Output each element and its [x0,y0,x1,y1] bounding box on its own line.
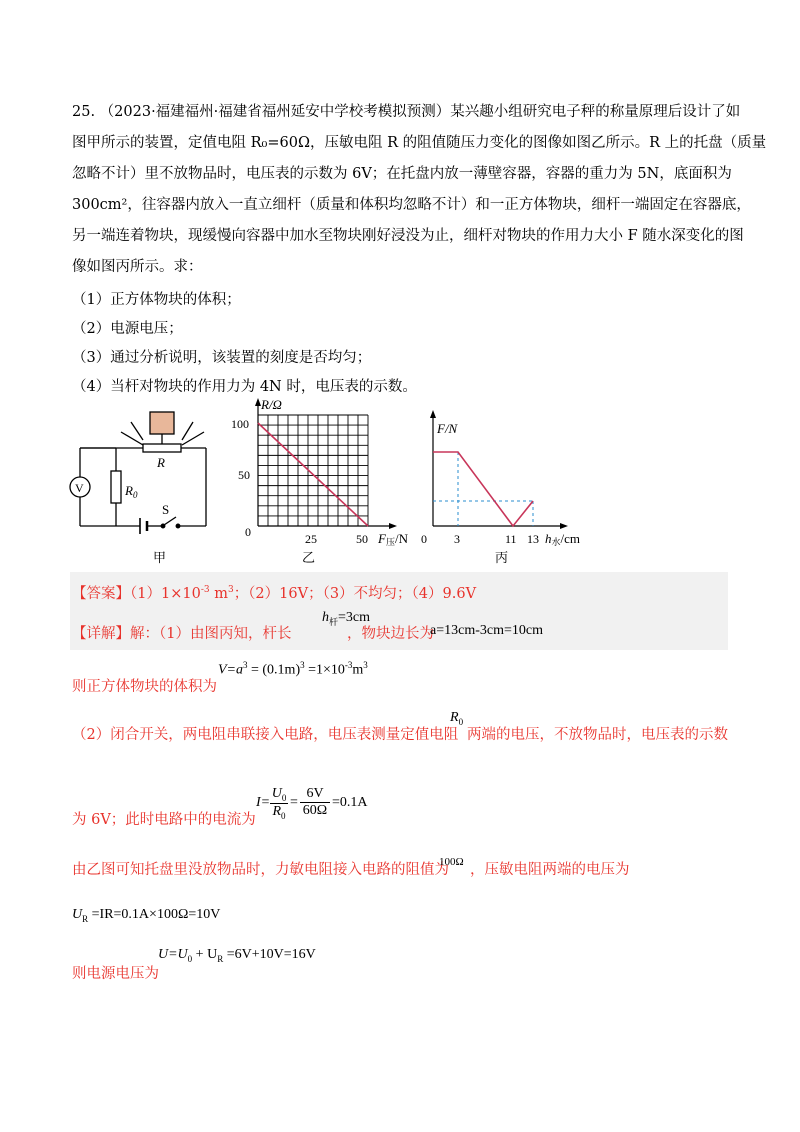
u-b: + U [192,947,218,962]
resistor-R0-label: $R_0$ [125,483,138,500]
answer-rest: ；（2）16V；（3）不均匀；（4）9.6V [233,586,477,602]
figure-bing-caption: 丙 [495,550,509,565]
resistor-R-label: R [157,455,165,470]
h-rod-sub: 杆 [329,617,339,628]
voltmeter-label: V [75,481,84,495]
answer-sup2: 3 [227,585,234,596]
u-a: U=U [158,947,188,962]
vf-tail: m [352,662,364,678]
cf-frac2 [300,786,330,819]
cf-den2: 60Ω [300,802,330,819]
vf-end: =1×10 [304,662,345,678]
bing-line [433,452,533,526]
ur-a: U [72,907,83,922]
cf-result: =0.1A [332,795,368,810]
detail-line-3b: 两端的电压，不放物品时，电压表的示数 [467,727,728,743]
sub-question-4: （4）当杆对物块的作用力为 4N 时，电压表的示数。 [72,379,417,395]
yi-y-tick-0: 0 [245,525,251,539]
vf-sup3: -3 [344,660,353,670]
bing-x-tick-0: 0 [421,532,427,546]
u-c: =6V+10V=16V [223,947,316,962]
graph-yi [255,398,397,529]
figures [0,395,800,575]
answer-unit: m [209,586,228,602]
question-line-4: 300cm²，往容器内放入一直立细杆（质量和体积均忽略不计）和一正方体物块，细杆一端固定在容器底， [72,197,751,213]
vf-a: V=a [218,662,243,678]
answer-sup: -3 [200,585,210,596]
detail-line-2: 则正方体物块的体积为 [72,679,217,695]
yi-x-tick-50: 50 [356,532,368,546]
detail-line-5b: ，压敏电阻两端的电压为 [470,862,630,878]
sub-question-3: （3）通过分析说明，该装置的刻度是否均匀； [72,350,372,366]
answer-line [72,582,476,603]
detail-text-1b: ，物块边长为 [347,626,434,642]
h-rod-value: =3cm [338,610,371,625]
u-sub2: R [217,953,224,964]
cf-num-sub: 0 [281,792,287,803]
h-rod-symbol: h [322,610,329,625]
detail-tag: 【详解】 [72,626,130,642]
current-formula [256,786,426,826]
vf-sup1: 3 [243,660,248,670]
bing-x-label: h水/cm [545,531,581,548]
question-line-3: 忽略不计）里不放物品时，电压表的示数为 6V；在托盘内放一薄壁容器，容器的重力为 5N，底面积为 [72,166,732,182]
ur-b: =IR=0.1A×100Ω=10V [88,907,221,922]
cf-num2: 6V [306,786,324,801]
detail-line-1 [72,622,291,643]
detail-line-7: 则电源电压为 [72,966,159,982]
detail-line-5a: 由乙图可知托盘里没放物品时，力敏电阻接入电路的阻值为 [72,862,449,878]
yi-y-label: R/Ω [261,397,282,412]
yi-y-tick-100: 100 [231,417,249,431]
r-100-value: 100Ω [439,856,464,868]
vf-mid: = (0.1m) [247,662,301,678]
sub-question-1: （1）正方体物块的体积； [72,292,241,308]
cf-den-sub: 0 [281,810,286,821]
bing-y-label: F/N [437,421,458,436]
ur-formula [72,907,220,924]
yi-y-tick-50: 50 [238,468,250,482]
figure-yi-caption: 乙 [302,550,316,565]
r0-symbol [450,710,463,727]
cf-num: U [271,786,282,801]
vf-sup4: 3 [363,660,368,670]
cf-frac1 [270,786,288,821]
yi-x-label: F压/N [378,531,408,548]
question-line-2: 图甲所示的装置，定值电阻 R₀=60Ω，压敏电阻 R 的阻值随压力变化的图像如图乙所示。R 上的托盘（质量 [72,135,767,151]
bing-x-tick-13: 13 [527,532,539,546]
question-line-6: 像如图丙所示。求： [72,259,203,275]
r0-sub: 0 [458,716,464,727]
circuit-diagram [70,412,206,534]
answer-tag: 【答案】 [72,586,130,602]
yi-line [258,423,368,526]
vf-sup2: 3 [300,660,305,670]
bing-x-tick-11: 11 [505,532,517,546]
cf-eq: = [290,795,298,810]
cf-I: I= [256,795,271,810]
answer-part: （1）1×10 [130,586,201,602]
figure-jia-caption: 甲 [153,550,167,565]
cf-den: R [272,803,282,819]
question-line-5: 另一端连着物块，现缓慢向容器中加水至物块刚好浸没为止，细杆对物块的作用力大小 F 随水深变化的图 [72,228,744,244]
detail-line-4: 为 6V；此时电路中的电流为 [72,812,256,828]
u-formula [158,947,316,964]
switch-label: S [162,502,170,517]
yi-x-tick-25: 25 [305,532,317,546]
volume-formula [218,660,368,679]
detail-line-3a: （2）闭合开关，两电阻串联接入电路，电压表测量定值电阻 [72,727,459,743]
r0-letter: R [450,710,459,725]
ur-sub: R [82,913,89,924]
sub-question-2: （2）电源电压； [72,321,183,337]
question-line-1: 25. （2023·福建福州·福建省福州延安中学校考模拟预测）某兴趣小组研究电子秤的称量原理后设计了如 [72,104,741,120]
detail-text-1a: 解：（1）由图丙知，杆长 [130,626,292,642]
edge-formula: a=13cm-3cm=10cm [430,623,543,638]
u-sub1: 0 [187,953,193,964]
bing-x-tick-3: 3 [454,532,460,546]
